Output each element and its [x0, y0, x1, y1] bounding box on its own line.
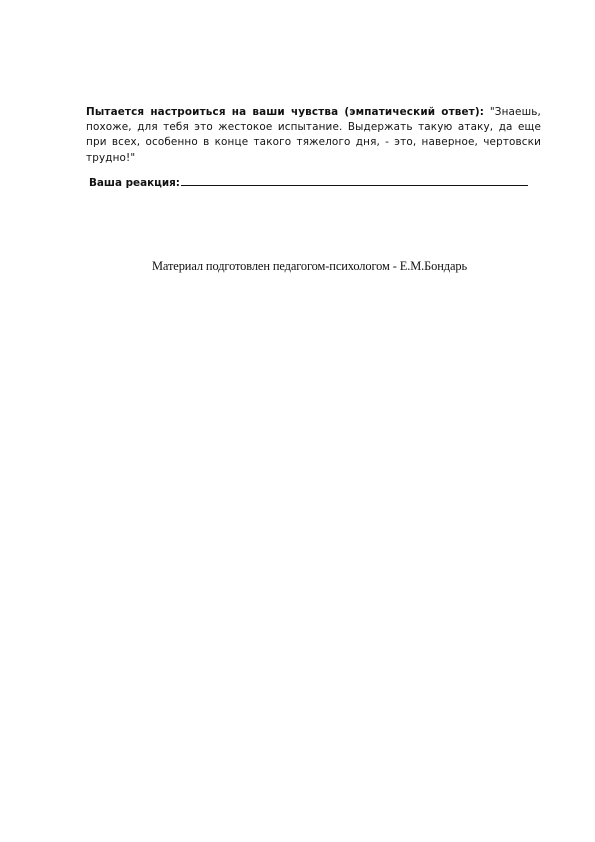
author-footer: Материал подготовлен педагогом-психологом - Е.М.Бондарь	[152, 259, 468, 273]
reaction-label: Ваша реакция:	[89, 177, 180, 189]
paragraph-quote: "Знаешь, похоже, для тебя это жестокое испытание. Выдержать такую атаку, да еще при всех, особенно в конце такого тяжелого дня, - это, наверное, чертовски трудно!"	[86, 106, 541, 164]
paragraph-bold-lead: Пытается настроиться на ваши чувства (эмпатический ответ):	[86, 106, 485, 118]
reaction-answer-blank	[181, 174, 528, 186]
empathic-response-paragraph	[86, 105, 541, 166]
reaction-line	[89, 174, 528, 191]
